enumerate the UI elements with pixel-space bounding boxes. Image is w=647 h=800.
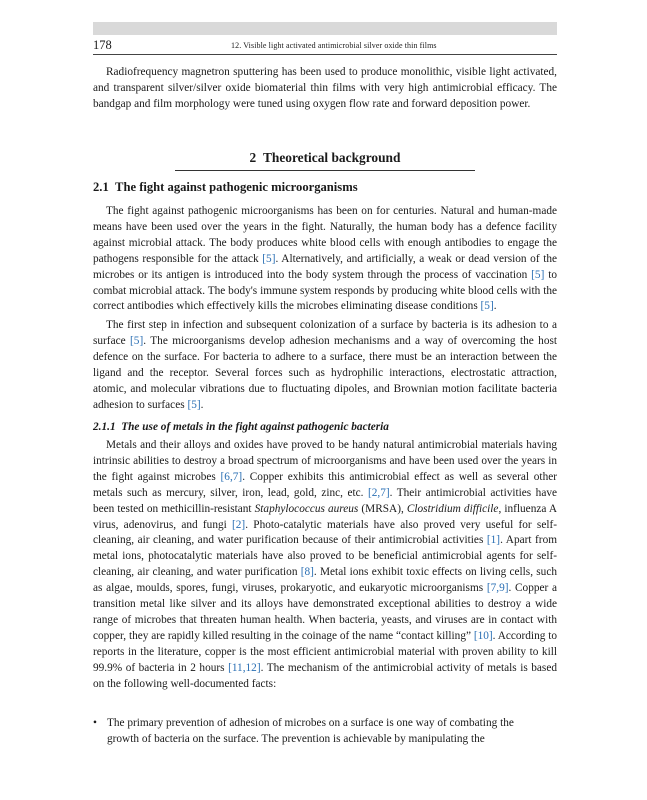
paragraph-3 — [93, 438, 557, 693]
citation-link[interactable]: [7,9] — [486, 582, 509, 595]
section-number: 2 — [249, 150, 257, 165]
running-title: 12. Visible light activated antimicrobial silver oxide thin films — [231, 41, 437, 50]
header-rule — [93, 54, 557, 55]
species-name: Staphylococcus aureus — [254, 502, 359, 515]
text-run: . Copper a transition metal like silver and its alloys have demonstrated exceptional abilities to destroy a wide range of microbes that threaten human health. When bacteria, yeasts, and viruses are in contact with copper, they are rapidly killed resulting in the coinage of the name “contact killing” — [93, 582, 557, 642]
citation-link[interactable]: [5] — [130, 334, 144, 347]
text-run: . The microorganisms develop adhesion mechanisms and a way of overcoming the host defence on the surface. For bacteria to adhere to a surface, there must be an interaction between the ligand and the receptor. Several forces such as hydrophilic interactions, electrostatic attraction, atomic, and molecular vibrations due to fluctuating dipoles, and Brownian motion facilitate bacteria adhesion to surfaces — [93, 334, 558, 411]
citation-link[interactable]: [5] — [531, 268, 545, 281]
intro-paragraph: Radiofrequency magnetron sputtering has been used to produce monolithic, visible light activated, and transparent silver/silver oxide biomaterial thin films with very high antimicrobial efficacy. The bandgap and film morphology were tuned using oxygen flow rate and forward deposition power. — [93, 66, 557, 110]
text-run: (MRSA), — [358, 502, 407, 515]
citation-link[interactable]: [8] — [300, 566, 314, 579]
text-run: . Alternatively, and artificially, a weak or dead version of the microbes or its antigen is introduced into the body system through the process of vaccination — [93, 252, 557, 281]
top-gray-bar — [93, 22, 557, 35]
text-run: , influenza A virus, adenovirus, and fungi — [93, 502, 557, 531]
subsubsection-number: 2.1.1 — [93, 421, 116, 433]
section-rule — [175, 170, 475, 171]
text-run: . Metal ions exhibit toxic effects on living cells, such as algae, moulds, spores, fungi, viruses, prokaryotic, and eukaryotic microorganisms — [93, 566, 557, 595]
page-header — [93, 36, 557, 56]
paragraph-2 — [93, 318, 557, 413]
citation-link[interactable]: [2,7] — [367, 486, 390, 499]
citation-link[interactable]: [10] — [473, 629, 493, 642]
citation-link[interactable]: [5] — [187, 398, 201, 411]
subsubsection-title: The use of metals in the fight against pathogenic bacteria — [121, 421, 389, 433]
section-title: Theoretical background — [262, 150, 401, 165]
text-run: . Copper exhibits this antimicrobial effect as well as several other metals such as mercury, silver, iron, lead, gold, zinc, etc. — [93, 470, 558, 499]
subsubsection-heading — [93, 421, 389, 433]
citation-link[interactable]: [5] — [480, 300, 494, 313]
text-run: . — [493, 300, 497, 313]
bullet-dot-icon: • — [93, 717, 97, 729]
citation-link[interactable]: [5] — [262, 252, 276, 265]
citation-link[interactable]: [1] — [486, 534, 501, 547]
text-run: . According to reports in the literature, copper is the most efficient antimicrobial material with proven ability to kill 99.9% of bacteria in 2 hours — [93, 629, 557, 674]
text-run: Metals and their alloys and oxides have proved to be handy natural antimicrobial materials having intrinsic abilities to destroy a broad spectrum of microorganisms and have been used over the years in the fight against microbes — [93, 439, 557, 483]
paragraph-1 — [93, 204, 557, 315]
text-run: to combat microbial attack. The body's immune system responds by producing white blood cells with the correct antibodies which effectively kills the microbes eliminating disease conditions — [93, 268, 557, 313]
text-run: . Their antimicrobial activities have been tested on methicillin-resistant — [93, 486, 558, 515]
subsection-title: The fight against pathogenic microorganisms — [115, 180, 358, 194]
text-run: . Photo-catalytic materials have also proved very useful for self-cleaning, air cleaning, and water purification because of their antimicrobial activities — [93, 518, 557, 547]
citation-link[interactable]: [11,12] — [228, 661, 261, 674]
text-run: The fight against pathogenic microorganisms has been on for centuries. Natural and human-made means have been used over the years in the fight. Naturally, the human body has a defence facility against microbial attack. The body produces white blood cells with enough antibodies to engage the pathogens responsible for the attack — [93, 205, 557, 265]
citation-link[interactable]: [2] — [232, 518, 246, 531]
subsection-number: 2.1 — [93, 180, 109, 194]
text-run: . — [200, 398, 204, 411]
citation-link[interactable]: [6,7] — [220, 470, 243, 483]
text-run: . Apart from metal ions, photocatalytic materials have also proved to be beneficial antimicrobial agents for self-cleaning, air cleaning, and water purification — [93, 534, 557, 579]
section-heading — [175, 150, 475, 166]
text-run: The first step in infection and subsequent colonization of a surface by bacteria is its adhesion to a surface — [93, 319, 557, 347]
page-number: 178 — [93, 38, 112, 52]
species-name: Clostridium difficile — [406, 502, 499, 515]
subsection-heading — [93, 180, 358, 195]
bullet-text: The primary prevention of adhesion of microbes on a surface is one way of combating the growth of bacteria on the surface. The prevention is achievable by manipulating the — [107, 717, 514, 745]
text-run: . The mechanism of the antimicrobial activity of metals is based on the following well-documented facts: — [93, 661, 557, 690]
